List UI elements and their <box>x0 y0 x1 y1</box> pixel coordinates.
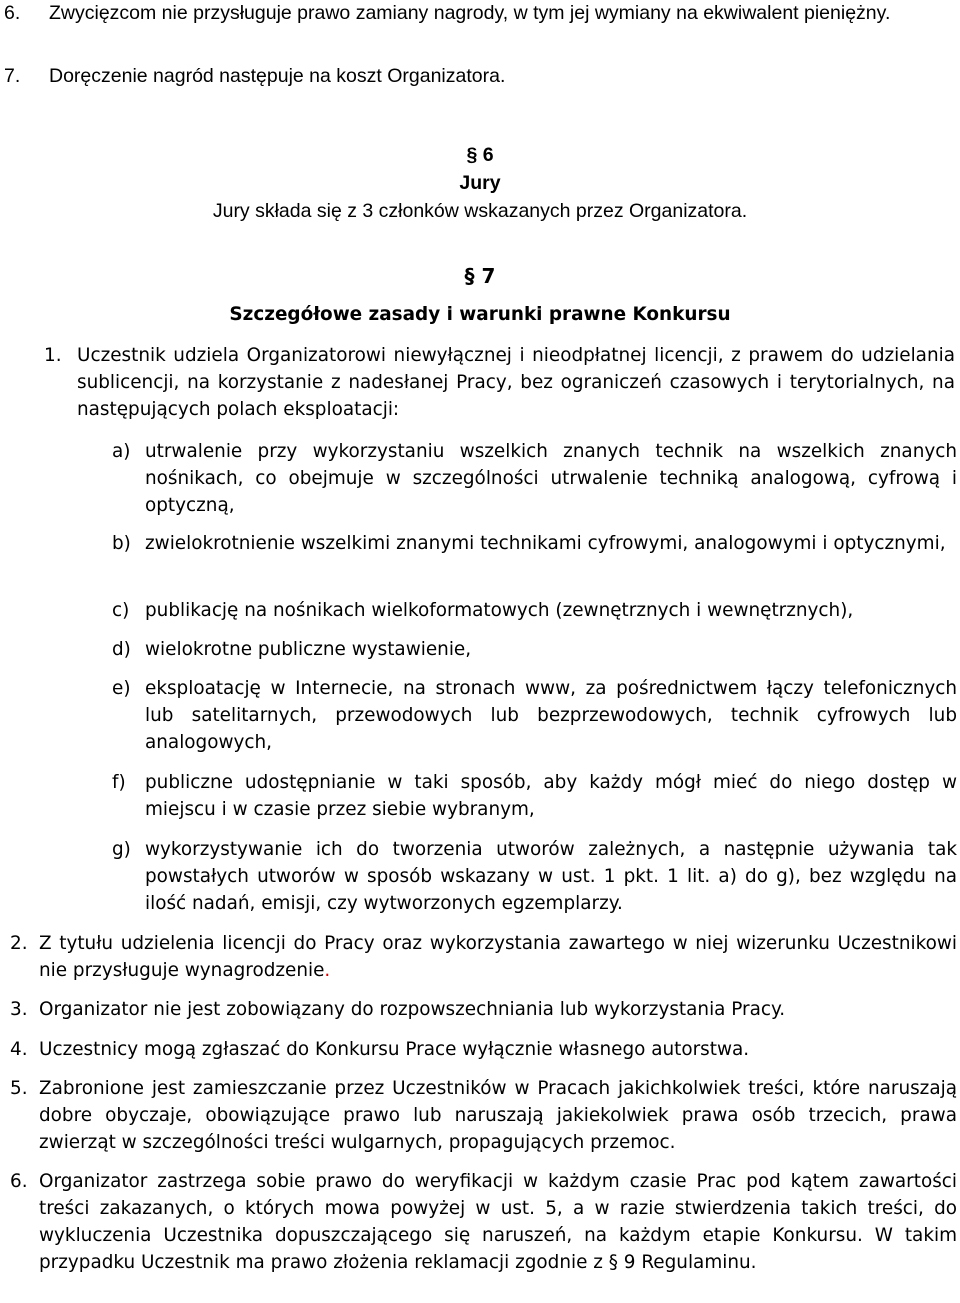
subitem-b-letter: b) <box>112 533 131 554</box>
item-6-text: Organizator zastrzega sobie prawo do weryfikacji w każdym czasie Prac pod kątem zawartości treści zakazanych, o których mowa powyżej w ust. 5, a w razie stwierdzenia takich treści, do wykluczenia Uczestnika dopuszczającego się naruszeń, na każdym etapie Konkursu. W takim przypadku Uczestnik ma prawo złożenia reklamacji zgodnie z § 9 Regulaminu. <box>39 1171 957 1273</box>
subitem-g-letter: g) <box>112 839 131 860</box>
section-6-mark: § 6 <box>466 144 494 166</box>
item-4-number: 4. <box>10 1039 28 1060</box>
subitem-a-text: utrwalenie przy wykorzystaniu wszelkich znanych technik na wszelkich znanych nośnikach, co obejmuje w szczególności utrwalenie techniką analogową, cyfrową i optyczną, <box>145 441 957 516</box>
subitem-b-text: zwielokrotnienie wszelkimi znanymi technikami cyfrowymi, analogowymi i optycznymi, <box>145 533 946 554</box>
section-6-title: Jury <box>459 172 501 194</box>
section-7-mark: § 7 <box>464 264 496 288</box>
subitem-c-letter: c) <box>112 600 130 621</box>
item-2-number: 2. <box>10 933 28 954</box>
item-1-number: 1. <box>44 345 62 366</box>
item-6-number: 6. <box>10 1171 28 1192</box>
prev-item-6-text: Zwycięzcom nie przysługuje prawo zamiany nagrody, w tym jej wymiany na ekwiwalent pieniężny. <box>49 2 891 24</box>
item-2-body: Z tytułu udzielenia licencji do Pracy oraz wykorzystania zawartego w niej wizerunku Uczestnikowi nie przysługuje wynagrodzenie <box>39 933 957 981</box>
subitem-e-text: eksploatację w Internecie, na stronach www, za pośrednictwem łączy telefonicznych lub satelitarnych, przewodowych lub bezprzewodowych, technik cyfrowych lub analogowych, <box>145 678 957 753</box>
item-4-text: Uczestnicy mogą zgłaszać do Konkursu Prace wyłącznie własnego autorstwa. <box>39 1039 750 1060</box>
subitem-c-text: publikację na nośnikach wielkoformatowych (zewnętrznych i wewnętrznych), <box>145 600 854 621</box>
subitem-a-letter: a) <box>112 441 131 462</box>
subitem-e-letter: e) <box>112 678 131 699</box>
subitem-d-letter: d) <box>112 639 131 660</box>
item-1-text: Uczestnik udziela Organizatorowi niewyłącznej i nieodpłatnej licencji, z prawem do udzielania sublicencji, na korzystanie z nadesłanej Pracy, bez ograniczeń czasowych i terytorialnych, na następujących polach eksploatacji: <box>77 345 955 420</box>
subitem-d-text: wielokrotne publiczne wystawienie, <box>145 639 472 660</box>
prev-item-7-number: 7. <box>4 65 21 87</box>
subitem-g-text: wykorzystywanie ich do tworzenia utworów zależnych, a następnie używania tak powstałych utworów w sposób wskazany w ust. 1 pkt. 1 lit. a) do g), bez względu na ilość nadań, emisji, czy wytworzonych egzemplarzy. <box>145 839 957 914</box>
item-5-text: Zabronione jest zamieszczanie przez Uczestników w Pracach jakichkolwiek treści, które naruszają dobre obyczaje, obowiązujące prawo lub naruszają jakiekolwiek prawa osób trzecich, prawa zwierząt w szczególności treści wulgarnych, propagujących przemoc. <box>39 1078 957 1153</box>
item-2-text <box>39 930 957 984</box>
item-5-number: 5. <box>10 1078 28 1099</box>
subitem-f-text: publiczne udostępnianie w taki sposób, aby każdy mógł mieć do niego dostęp w miejscu i w czasie przez siebie wybranym, <box>145 772 957 820</box>
prev-item-7-text: Doręczenie nagród następuje na koszt Organizatora. <box>49 65 506 87</box>
item-2-end-dot: . <box>324 960 331 981</box>
item-3-number: 3. <box>10 999 28 1020</box>
prev-item-6-number: 6. <box>4 2 21 24</box>
item-3-text: Organizator nie jest zobowiązany do rozpowszechniania lub wykorzystania Pracy. <box>39 999 786 1020</box>
section-6-body: Jury składa się z 3 członków wskazanych przez Organizatora. <box>212 200 748 222</box>
section-7-title: Szczegółowe zasady i warunki prawne Konkursu <box>229 304 731 325</box>
subitem-f-letter: f) <box>112 772 126 793</box>
